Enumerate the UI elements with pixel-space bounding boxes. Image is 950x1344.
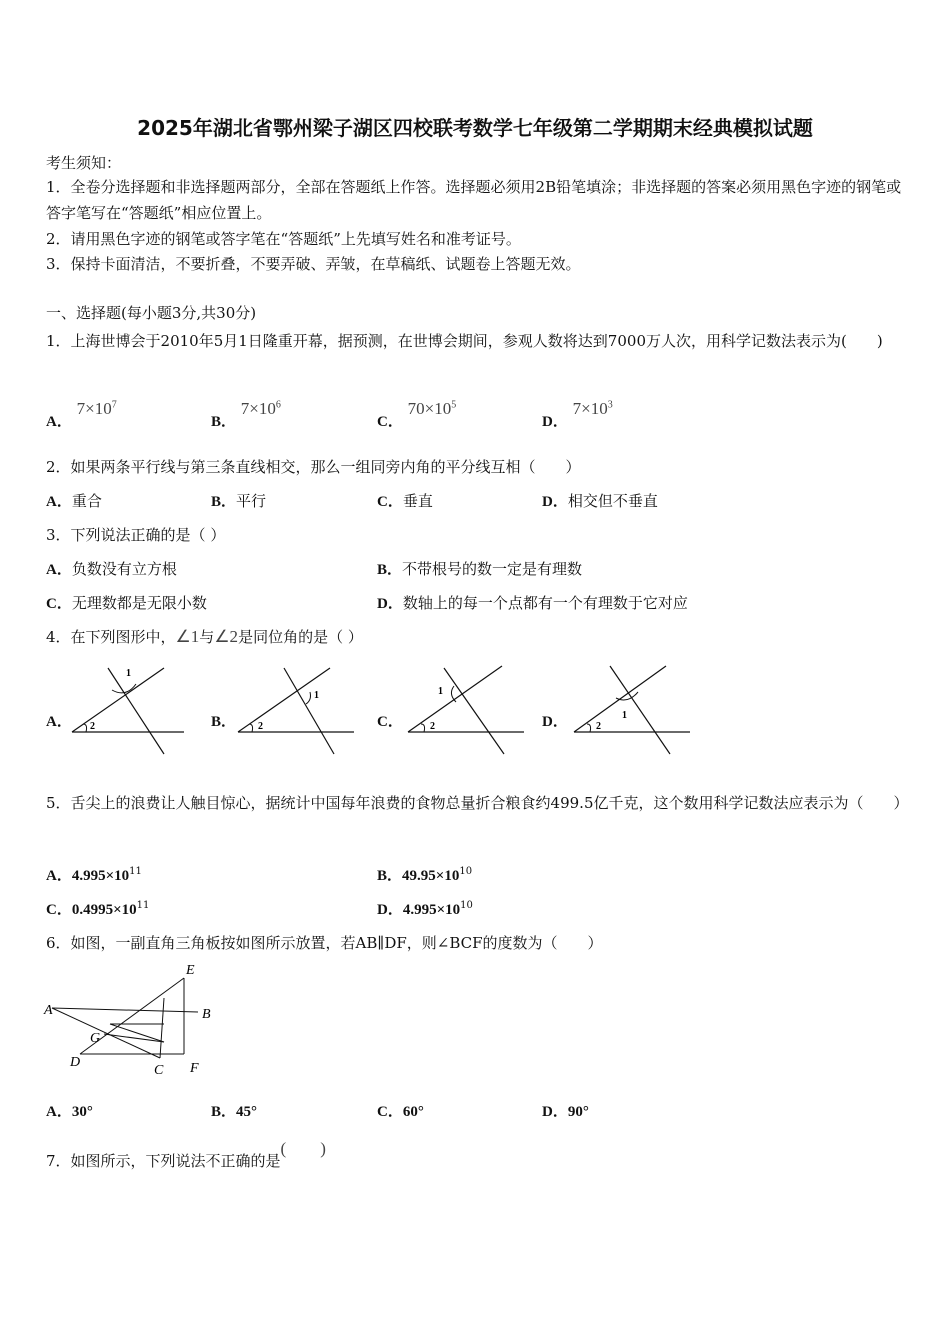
q6-option-d[interactable]: D．90° xyxy=(542,1104,589,1120)
question-3-text: 3．下列说法正确的是（ ） xyxy=(46,526,226,544)
option-math: $70\times 10^5$ xyxy=(407,399,457,418)
option-math: $7\times 10^7$ xyxy=(76,399,117,418)
option-label: B． xyxy=(211,414,237,430)
question-7-text: 7．如图所示，下列说法不正确的是( ) xyxy=(46,1139,326,1170)
section-heading: 一、选择题(每小题3分,共30分) xyxy=(46,304,257,322)
question-2-text: 2．如果两条平行线与第三条直线相交，那么一组同旁内角的平分线互相（ ） xyxy=(46,458,581,476)
q3-option-a[interactable]: A．负数没有立方根 xyxy=(46,560,177,578)
q1-option-a[interactable] xyxy=(46,399,117,431)
fig-label-1: 1 xyxy=(438,686,443,697)
angle-1-symbol: ∠1 xyxy=(175,627,200,646)
notice-heading: 考生须知： xyxy=(46,154,122,172)
fig-label-1: 1 xyxy=(314,690,319,701)
q4-option-d[interactable]: D． xyxy=(542,714,568,730)
q6-option-a[interactable]: A．30° xyxy=(46,1104,93,1120)
q3-option-b[interactable]: B．不带根号的数一定是有理数 xyxy=(377,560,583,578)
fig-label-1: 1 xyxy=(126,668,131,679)
q4-option-b[interactable]: B． xyxy=(211,714,237,730)
q6-option-c[interactable]: C．60° xyxy=(377,1104,424,1120)
exam-title: 2025年湖北省鄂州梁子湖区四校联考数学七年级第二学期期末经典模拟试题 xyxy=(137,116,813,140)
point-a-label: A xyxy=(44,1003,53,1018)
notice-item-1: 1．全卷分选择题和非选择题两部分，全部在答题纸上作答。选择题必须用2B铅笔填涂；非选择题的答案必须用黑色字迹的钢笔或答字笔写在“答题纸”相应位置上。 xyxy=(46,178,902,222)
q2-option-b[interactable]: B．平行 xyxy=(211,492,267,510)
question-1-text: 1．上海世博会于2010年5月1日隆重开幕，据预测，在世博会期间，参观人数将达到7000万人次，用科学记数法表示为( ) xyxy=(46,332,883,350)
fig-label-2: 2 xyxy=(90,721,95,732)
point-f-label: F xyxy=(190,1061,199,1076)
fig-label-2: 2 xyxy=(430,721,435,732)
angle-2-symbol: ∠2 xyxy=(214,627,239,646)
option-label: D． xyxy=(542,414,568,430)
q1-option-d[interactable] xyxy=(542,399,613,431)
q4-figure-d xyxy=(570,662,694,756)
option-math: $7\times 10^6$ xyxy=(240,399,281,418)
fig-label-2: 2 xyxy=(258,721,263,732)
question-6-text: 6．如图，一副直角三角板按如图所示放置，若AB∥DF，则∠BCF的度数为（ ） xyxy=(46,934,603,952)
q1-option-c[interactable] xyxy=(377,399,457,431)
q6-figure xyxy=(40,958,220,1078)
point-d-label: D xyxy=(70,1055,81,1070)
answer-paren: ( ) xyxy=(280,1139,326,1158)
question-5-text: 5．舌尖上的浪费让人触目惊心，据统计中国每年浪费的食物总量折合粮食约499.5亿千克，这个数用科学记数法应表示为（ ） xyxy=(46,794,909,812)
q3-option-c[interactable]: C．无理数都是无限小数 xyxy=(46,594,207,612)
q4-option-a[interactable]: A． xyxy=(46,714,72,730)
point-e-label: E xyxy=(186,963,195,978)
q4-option-c[interactable]: C． xyxy=(377,714,403,730)
q1-option-b[interactable] xyxy=(211,399,281,431)
notice-item-3: 3．保持卡面清洁，不要折叠，不要弄破、弄皱，在草稿纸、试题卷上答题无效。 xyxy=(46,255,581,273)
q5-option-d[interactable]: D．$4.995\times 10^{10}$ xyxy=(377,900,473,918)
question-4-text: 4．在下列图形中，∠1与∠2是同位角的是（ ） xyxy=(46,627,363,646)
point-g-label: G xyxy=(90,1031,101,1046)
q4-figure-a xyxy=(68,662,188,756)
point-b-label: B xyxy=(202,1007,211,1022)
q6-option-b[interactable]: B．45° xyxy=(211,1104,258,1120)
q5-option-a[interactable]: A．$4.995\times 10^{11}$ xyxy=(46,866,142,884)
option-label: A． xyxy=(46,414,72,430)
q4-figure-b xyxy=(234,662,358,756)
q3-option-d[interactable]: D．数轴上的每一个点都有一个有理数于它对应 xyxy=(377,594,688,612)
option-math: $7\times 10^3$ xyxy=(572,399,613,418)
point-c-label: C xyxy=(154,1063,164,1078)
q2-option-d[interactable]: D．相交但不垂直 xyxy=(542,492,658,510)
fig-label-2: 2 xyxy=(596,721,601,732)
q5-option-b[interactable]: B．$49.95\times 10^{10}$ xyxy=(377,866,473,884)
option-label: C． xyxy=(377,414,403,430)
q4-figure-c xyxy=(404,662,528,756)
q2-option-c[interactable]: C．垂直 xyxy=(377,492,433,510)
q2-option-a[interactable]: A．重合 xyxy=(46,492,102,510)
notice-item-2: 2．请用黑色字迹的钢笔或答字笔在“答题纸”上先填写姓名和准考证号。 xyxy=(46,230,521,248)
q5-option-c[interactable]: C．$0.4995\times 10^{11}$ xyxy=(46,900,150,918)
fig-label-1: 1 xyxy=(622,710,627,721)
